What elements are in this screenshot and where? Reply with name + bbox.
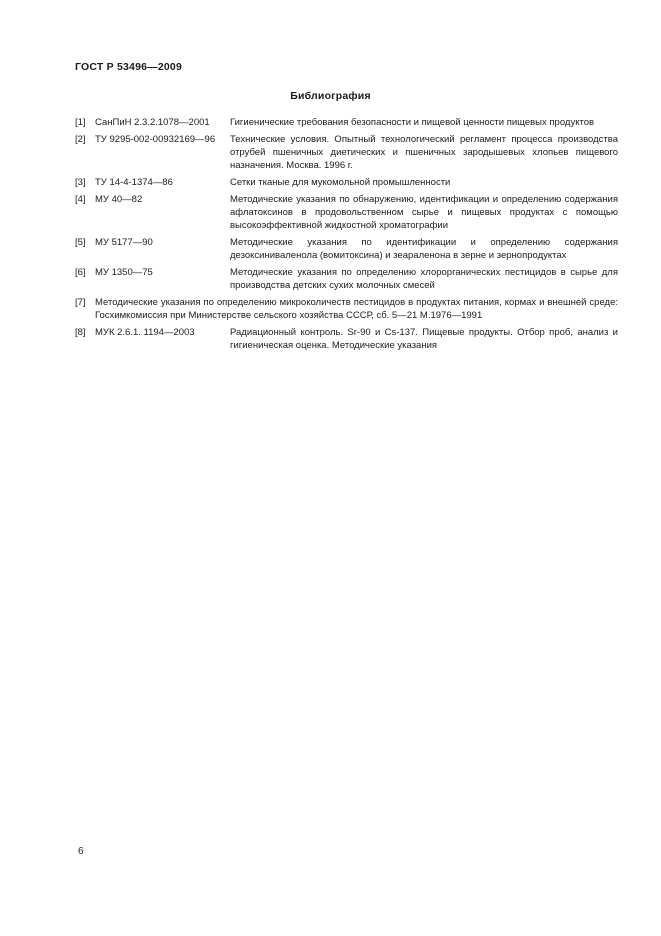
bib-entry-text: Методические указания по идентификации и определению содержания дезоксиниваленола (вомитоксина) и зеараленона в зерне и зернопродуктах xyxy=(230,237,618,261)
bib-entry-text: Методические указания по определению микроколичеств пестицидов в продуктах питания, кормах и внешней среде: Госхимкомиссия при Министерстве сельского хозяйства СССР, сб. 5—21 М.1976—1991 xyxy=(95,297,618,321)
bib-entry-code: СанПиН 2.3.2.1078—2001 xyxy=(95,117,210,128)
bib-entry-code: МУ 5177—90 xyxy=(95,237,153,248)
bib-entry-number: [6] xyxy=(75,267,86,278)
bib-entry-number: [2] xyxy=(75,134,86,145)
bib-entry-code: МУ 1350—75 xyxy=(95,267,153,278)
bib-entry-text: Методические указания по обнаружению, идентификации и определению содержания афлатоксинов в продовольственном сырье и пищевых продуктах с помощью высокоэффективной жидкостной хроматографии xyxy=(230,194,618,231)
bib-entry-number: [3] xyxy=(75,177,86,188)
bib-entry xyxy=(75,116,618,129)
document-code-header: ГОСТ Р 53496—2009 xyxy=(75,61,183,73)
bib-entry-number: [4] xyxy=(75,194,86,205)
bib-entry-code: МУ 40—82 xyxy=(95,194,143,205)
bib-entry-text: Гигиенические требования безопасности и пищевой ценности пищевых продуктов xyxy=(230,117,595,128)
bib-entry-code: МУК 2.6.1. 1194—2003 xyxy=(95,327,195,338)
page-title: Библиография xyxy=(290,90,371,102)
bib-entry-code: ТУ 9295-002-00932169—96 xyxy=(95,134,216,145)
bib-entry-number: [5] xyxy=(75,237,86,248)
bib-entry xyxy=(75,193,618,232)
bib-entry-text: Радиационный контроль. Sr-90 и Cs-137. Пищевые продукты. Отбор проб, анализ и гигиеническая оценка. Методические указания xyxy=(230,327,618,351)
bib-entry xyxy=(75,176,618,189)
bib-entry xyxy=(75,326,618,352)
bib-entry-text: Технические условия. Опытный технологический регламент процесса производства отрубей пшеничных диетических и пшеничных зародышевых хлопьев пищевого назначения. Москва. 1996 г. xyxy=(230,134,618,171)
bib-entry xyxy=(75,266,618,292)
bib-entry-text: Методические указания по определению хлорорганических пестицидов в сырье для производства детских сухих молочных смесей xyxy=(230,267,618,291)
bib-entry-number: [7] xyxy=(75,297,86,308)
bib-entry-text: Сетки тканые для мукомольной промышленности xyxy=(230,177,451,188)
bib-entry xyxy=(75,133,618,172)
bib-entry-number: [8] xyxy=(75,327,86,338)
bib-entry xyxy=(75,296,618,322)
bib-entry xyxy=(75,236,618,262)
bibliography-list xyxy=(75,116,618,356)
page-number: 6 xyxy=(78,846,84,857)
bib-entry-code: ТУ 14-4-1374—86 xyxy=(95,177,173,188)
bib-entry-number: [1] xyxy=(75,117,86,128)
